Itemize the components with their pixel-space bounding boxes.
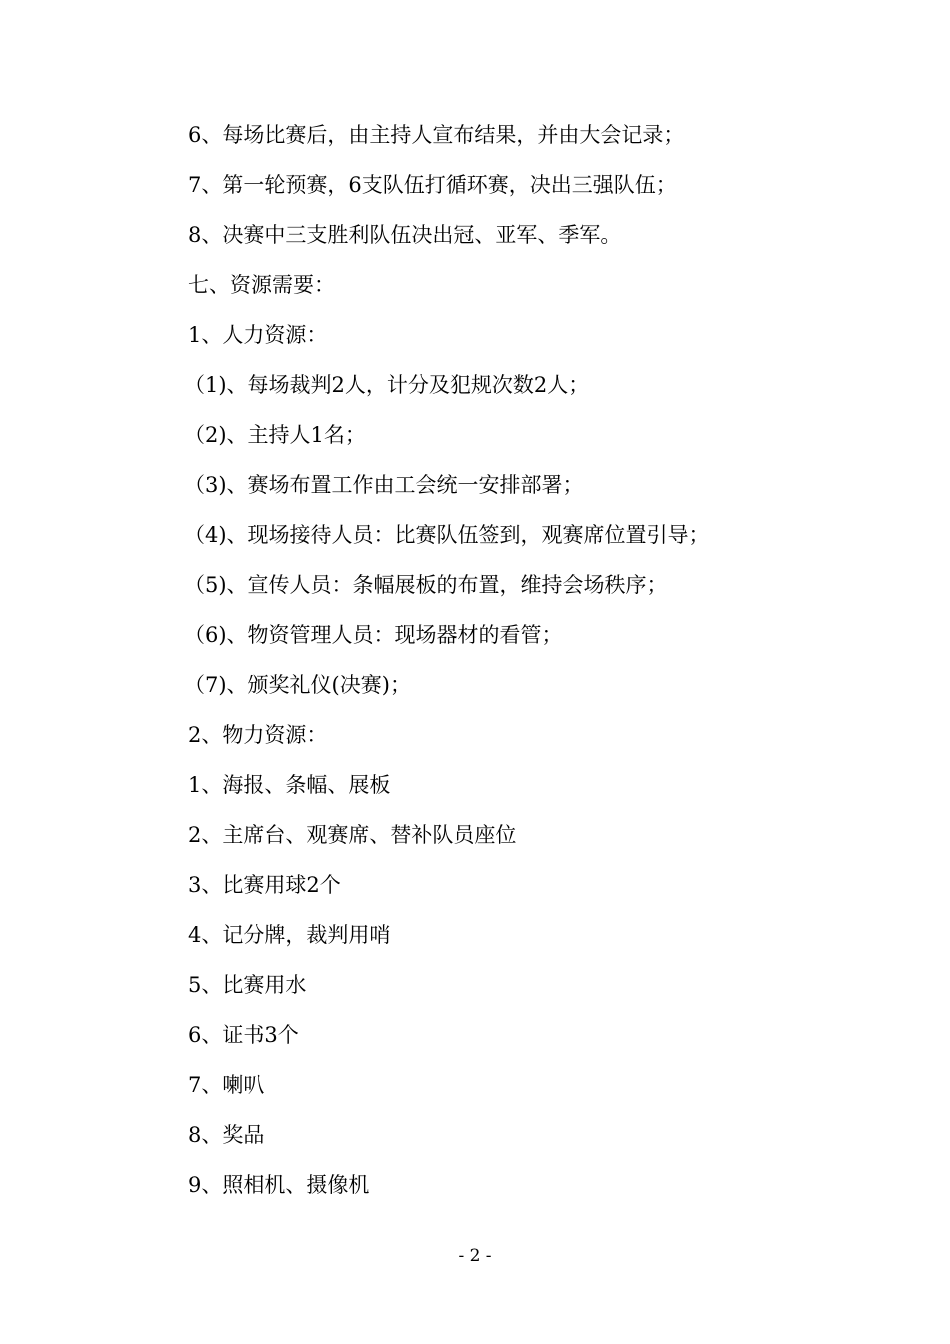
section-heading-resources: 七、资源需要： [188,273,335,297]
material-item-3: 3、比赛用球2个 [188,873,341,897]
human-resource-item-1: （1)、每场裁判2人，计分及犯规次数2人； [184,373,590,397]
human-resource-item-7: （7)、颁奖礼仪(决赛)； [184,673,411,697]
material-item-6: 6、证书3个 [188,1023,299,1047]
material-item-4: 4、记分牌，裁判用哨 [188,923,391,947]
human-resource-item-3: （3)、赛场布置工作由工会统一安排部署； [184,473,584,497]
material-item-2: 2、主席台、观赛席、替补队员座位 [188,823,517,847]
material-item-9: 9、照相机、摄像机 [188,1173,370,1197]
rule-item-6: 6、每场比赛后，由主持人宣布结果，并由大会记录； [188,123,685,147]
material-item-1: 1、海报、条幅、展板 [188,773,391,797]
rule-item-7: 7、第一轮预赛，6支队伍打循环赛，决出三强队伍； [188,173,677,197]
material-item-7: 7、喇叭 [188,1073,265,1097]
human-resource-item-6: （6)、物资管理人员：现场器材的看管； [184,623,563,647]
material-item-8: 8、奖品 [188,1123,265,1147]
human-resource-item-5: （5)、宣传人员：条幅展板的布置，维持会场秩序； [184,573,668,597]
subheading-human-resources: 1、人力资源： [188,323,328,347]
subheading-material-resources: 2、物力资源： [188,723,328,747]
human-resource-item-4: （4)、现场接待人员：比赛队伍签到，观赛席位置引导； [184,523,710,547]
material-item-5: 5、比赛用水 [188,973,307,997]
page-number: - 2 - [458,1246,492,1266]
human-resource-item-2: （2)、主持人1名； [184,423,366,447]
rule-item-8: 8、决赛中三支胜利队伍决出冠、亚军、季军。 [188,223,622,247]
